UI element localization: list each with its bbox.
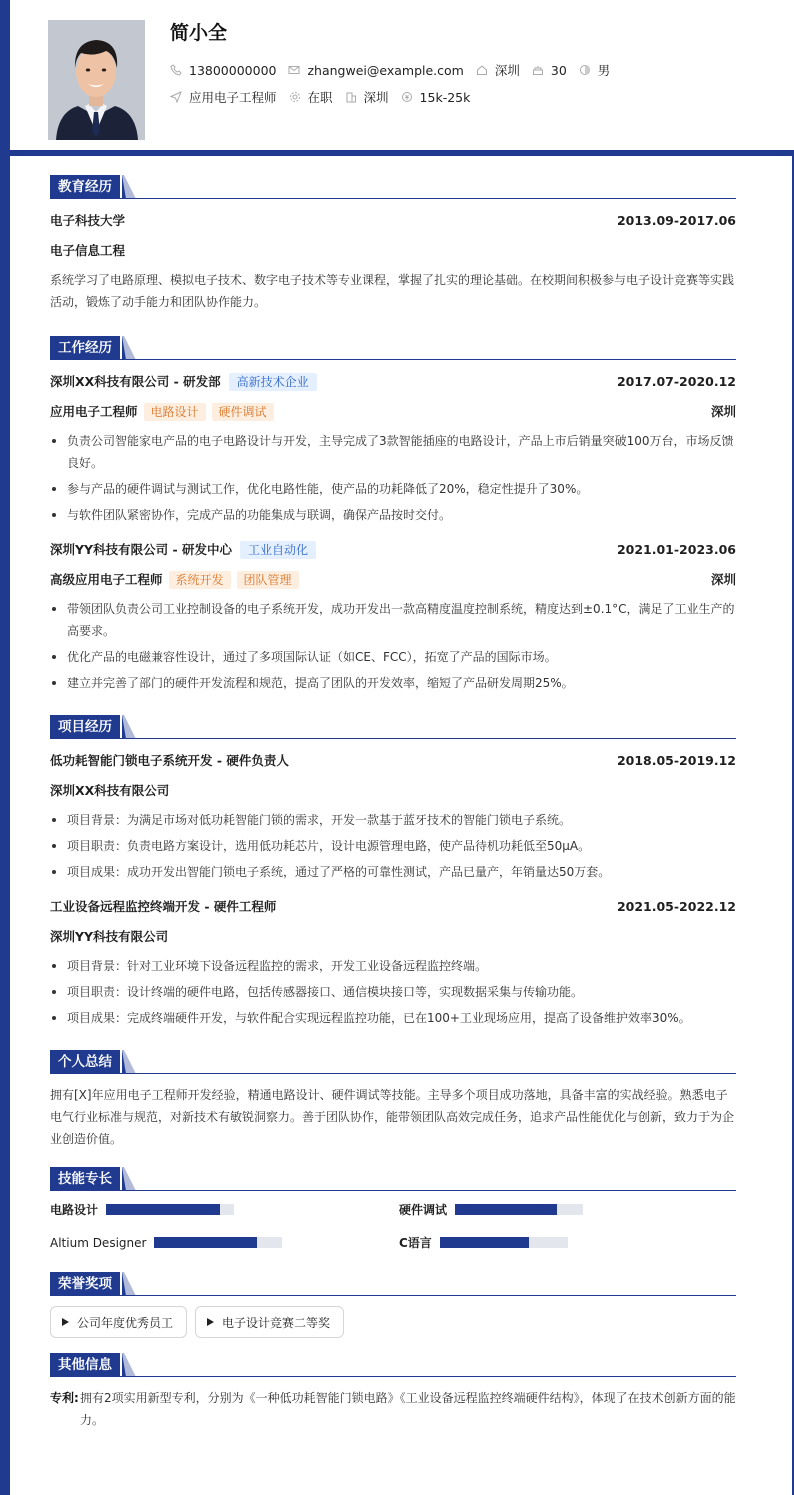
- work-header: [50, 538, 736, 560]
- tab-tail-shape: [122, 175, 136, 199]
- building-icon: [345, 91, 357, 103]
- email-address: zhangwei@example.com: [307, 62, 464, 78]
- list-item: 项目背景：为满足市场对低功耗智能门锁的需求，开发一款基于蓝牙技术的智能门锁电子系统。: [50, 809, 736, 831]
- tab-tail-shape: [122, 336, 136, 360]
- section-summary: [50, 1045, 736, 1074]
- list-item: 参与产品的硬件调试与测试工作，优化电路性能，使产品的功耗降低了20%，稳定性提升了30%。: [50, 478, 736, 500]
- skill-tag: 电路设计: [144, 403, 206, 421]
- education-header: [50, 209, 736, 231]
- phone-number: 13800000000: [189, 62, 277, 78]
- section-title-text: 项目经历: [50, 715, 120, 739]
- candidate-name: 简小全: [170, 22, 228, 44]
- award-name: 电子设计竞赛二等奖: [222, 1315, 331, 1330]
- phone-icon: [170, 64, 182, 76]
- work-city: 深圳: [710, 404, 736, 419]
- major-name: 电子信息工程: [50, 243, 126, 258]
- work-item: [50, 370, 736, 526]
- tab-tail-shape: [122, 1272, 136, 1296]
- gender-text: 男: [597, 63, 611, 78]
- section-work: [50, 331, 736, 360]
- project-name: 低功耗智能门锁电子系统开发 - 硬件负责人: [50, 753, 289, 768]
- work-company: 深圳YY科技有限公司 - 研发中心: [50, 541, 232, 557]
- list-item: 项目成果：成功开发出智能门锁电子系统，通过了严格的可靠性测试，产品已量产，年销量达50万套。: [50, 861, 736, 883]
- skill-item: [50, 1234, 399, 1251]
- tab-tail-shape: [122, 715, 136, 739]
- other-info: [50, 1387, 736, 1431]
- triangle-icon: [207, 1318, 214, 1326]
- status-text: 在职: [307, 90, 333, 105]
- project-item: [50, 895, 736, 1029]
- skill-name: Altium Designer: [50, 1235, 147, 1250]
- left-frame: [0, 0, 10, 1495]
- skill-item: [399, 1201, 736, 1218]
- skill-grid: [50, 1201, 736, 1251]
- section-title-text: 工作经历: [50, 336, 120, 360]
- major-row: [50, 239, 736, 261]
- section-education: [50, 170, 736, 199]
- job-intent-row: [170, 88, 482, 106]
- tab-tail-shape: [122, 1050, 136, 1074]
- location-text: 深圳: [494, 63, 520, 78]
- tab-tail-shape: [122, 1167, 136, 1191]
- job-info: [170, 88, 277, 106]
- gear-icon: [289, 91, 301, 103]
- work-company: 深圳XX科技有限公司 - 研发部: [50, 373, 221, 389]
- section-other: [50, 1348, 736, 1377]
- project-company: 深圳XX科技有限公司: [50, 783, 170, 798]
- resume-body: [50, 170, 736, 1431]
- project-period: 2018.05-2019.12: [616, 752, 736, 768]
- company-tag: 高新技术企业: [229, 373, 317, 391]
- education-description: 系统学习了电路原理、模拟电子技术、数字电子技术等专业课程，掌握了扎实的理论基础。在校期间积极参与电子设计竞赛等实践活动，锻炼了动手能力和团队协作能力。: [50, 273, 735, 309]
- coin-icon: [401, 91, 413, 103]
- skill-name: C语言: [399, 1236, 432, 1250]
- skill-tag: 硬件调试: [212, 403, 274, 421]
- skill-tag: 系统开发: [169, 571, 231, 589]
- list-item: 带领团队负责公司工业控制设备的电子系统开发，成功开发出一款高精度温度控制系统，精度达到±0.1°C，满足了工业生产的高要求。: [50, 598, 736, 642]
- send-icon: [170, 91, 182, 103]
- work-position-row: [50, 568, 736, 590]
- work-position: 应用电子工程师: [50, 403, 138, 419]
- project-company-row: [50, 779, 736, 801]
- other-label: 专利:: [50, 1391, 79, 1405]
- summary-text: 拥有[X]年应用电子工程师开发经验，精通电路设计、硬件调试等技能。主导多个项目成功落地，具备丰富的实战经验。熟悉电子电气行业标准与规范，对新技术有敏锐洞察力。善于团队协作，能带领团队高效完成任务，追求产品性能优化与创新，致力于为企业创造价值。: [50, 1088, 735, 1146]
- list-item: 优化产品的电磁兼容性设计，通过了多项国际认证（如CE、FCC），拓宽了产品的国际市场。: [50, 646, 736, 668]
- other-text: 拥有2项实用新型专利，分别为《一种低功耗智能门锁电路》《工业设备远程监控终端硬件结构》，体现了在技术创新方面的能力。: [80, 1391, 736, 1427]
- list-item: 项目职责：负责电路方案设计，选用低功耗芯片，设计电源管理电路，使产品待机功耗低至50μA。: [50, 835, 736, 857]
- award-name: 公司年度优秀员工: [77, 1315, 174, 1330]
- work-item: [50, 538, 736, 694]
- project-company: 深圳YY科技有限公司: [50, 929, 169, 944]
- job-title: 应用电子工程师: [189, 90, 277, 105]
- section-title-text: 荣誉奖项: [50, 1272, 120, 1296]
- age-text: 30: [550, 62, 567, 78]
- skill-bar-fill: [106, 1204, 220, 1215]
- school-name: 电子科技大学: [50, 213, 126, 228]
- project-period: 2021.05-2022.12: [616, 898, 736, 914]
- cake-icon: [532, 64, 544, 76]
- skill-bar-fill: [154, 1237, 256, 1248]
- target-city-info: [345, 88, 389, 106]
- work-position: 高级应用电子工程师: [50, 571, 163, 587]
- avatar: [48, 20, 145, 140]
- salary-info: [401, 90, 471, 105]
- project-item: [50, 749, 736, 883]
- section-skills: [50, 1162, 736, 1191]
- portrait-image: [48, 20, 145, 140]
- skill-item: [50, 1201, 399, 1218]
- gender-icon: [579, 64, 591, 76]
- location-info: [476, 61, 520, 79]
- award-list: [50, 1306, 736, 1338]
- section-title-text: 其他信息: [50, 1353, 120, 1377]
- tab-tail-shape: [122, 1353, 136, 1377]
- skill-bar: [440, 1237, 568, 1248]
- salary-text: 15k-25k: [419, 89, 471, 105]
- skill-bar: [154, 1237, 282, 1248]
- skill-item: [399, 1234, 736, 1251]
- skill-bar: [106, 1204, 234, 1215]
- skill-tag: 团队管理: [237, 571, 299, 589]
- project-bullets: [50, 955, 736, 1029]
- list-item: 项目背景：针对工业环境下设备远程监控的需求，开发工业设备远程监控终端。: [50, 955, 736, 977]
- work-position-row: [50, 400, 736, 422]
- section-projects: [50, 710, 736, 739]
- project-header: [50, 749, 736, 771]
- phone-info: [170, 63, 276, 78]
- contact-row: [170, 61, 622, 79]
- skill-name: 硬件调试: [399, 1203, 448, 1217]
- work-period: 2021.01-2023.06: [616, 541, 736, 557]
- work-city: 深圳: [710, 572, 736, 587]
- project-name: 工业设备远程监控终端开发 - 硬件工程师: [50, 899, 277, 914]
- skill-bar: [455, 1204, 583, 1215]
- home-icon: [476, 64, 488, 76]
- award-item: [195, 1306, 344, 1338]
- work-period: 2017.07-2020.12: [616, 373, 736, 389]
- skill-name: 电路设计: [50, 1203, 99, 1217]
- project-bullets: [50, 809, 736, 883]
- email-info: [288, 63, 463, 78]
- age-info: [532, 63, 567, 78]
- section-title-text: 个人总结: [50, 1050, 120, 1074]
- project-header: [50, 895, 736, 917]
- mail-icon: [288, 64, 300, 76]
- list-item: 项目成果：完成终端硬件开发，与软件配合实现远程监控功能，已在100+工业现场应用，提高了设备维护效率30%。: [50, 1007, 736, 1029]
- work-bullets: [50, 430, 736, 526]
- education-period: 2013.09-2017.06: [616, 212, 736, 228]
- skill-bar-fill: [440, 1237, 530, 1248]
- triangle-icon: [62, 1318, 69, 1326]
- target-city-text: 深圳: [363, 90, 389, 105]
- company-tag: 工业自动化: [240, 541, 316, 559]
- section-title-text: 教育经历: [50, 175, 120, 199]
- project-company-row: [50, 925, 736, 947]
- skill-bar-fill: [455, 1204, 557, 1215]
- list-item: 负责公司智能家电产品的电子电路设计与开发，主导完成了3款智能插座的电路设计，产品上市后销量突破100万台，市场反馈良好。: [50, 430, 736, 474]
- work-header: [50, 370, 736, 392]
- work-bullets: [50, 598, 736, 694]
- award-item: [50, 1306, 187, 1338]
- section-title-text: 技能专长: [50, 1167, 120, 1191]
- section-honors: [50, 1267, 736, 1296]
- list-item: 建立并完善了部门的硬件开发流程和规范，提高了团队的开发效率，缩短了产品研发周期25%。: [50, 672, 736, 694]
- status-info: [289, 88, 333, 106]
- list-item: 与软件团队紧密协作，完成产品的功能集成与联调，确保产品按时交付。: [50, 504, 736, 526]
- gender-info: [579, 61, 611, 79]
- list-item: 项目职责：设计终端的硬件电路，包括传感器接口、通信模块接口等，实现数据采集与传输功能。: [50, 981, 736, 1003]
